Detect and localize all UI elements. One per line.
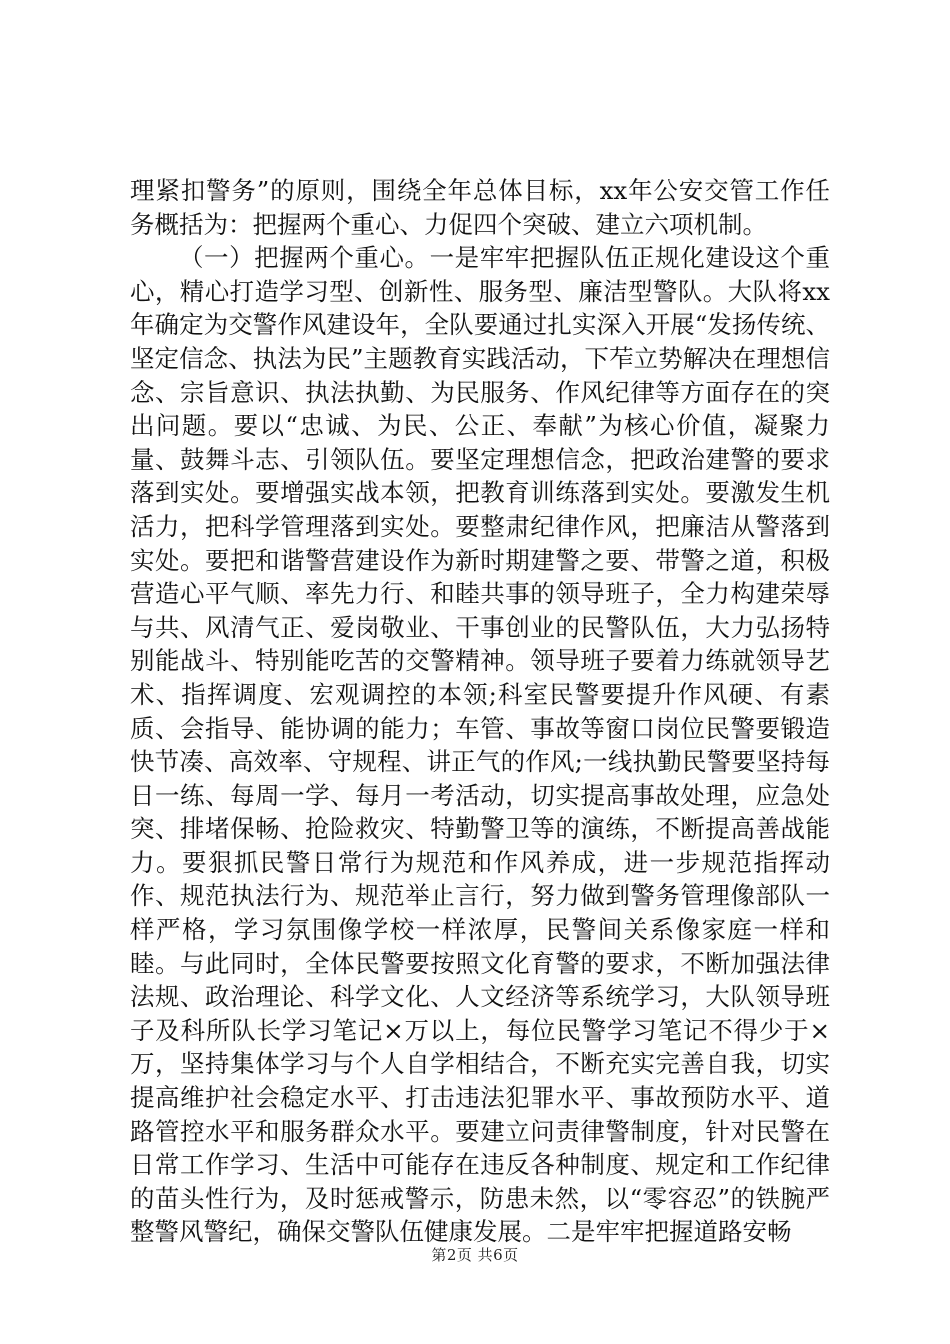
page-number-footer: 第2页 共6页 bbox=[431, 1246, 519, 1264]
paragraph-continuation: 理紧扣警务”的原则，围绕全年总体目标，xx年公安交管工作任务概括为：把握两个重心、力促四个突破、建立六项机制。 bbox=[130, 176, 830, 239]
paragraph-section-one: （一）把握两个重心。一是牢牢把握队伍正规化建设这个重心，精心打造学习型、创新性、服务型、廉洁型警队。大队将xx年确定为交警作风建设年，全队要通过扎实深入开展“发扬传统、坚定信念、执法为民”主题教育实践活动，下苲立势解决在理想信念、宗旨意识、执法执勤、为民服务、作风纪律等方面存在的突出问题。要以“忠诚、为民、公正、奉献”为核心价值，凝聚力量、鼓舞斗志、引领队伍。要坚定理想信念，把政治建警的要求落到实处。要增强实战本领，把教育训练落到实处。要激发生机活力，把科学管理落到实处。要整肃纪律作风，把廉洁从警落到实处。要把和谐警营建设作为新时期建警之要、带警之道，积极营造心平气顺、率先力行、和睦共事的领导班子，全力构建荣辱与共、风清气正、爱岗敬业、干事创业的民警队伍，大力弘扬特别能战斗、特别能吃苦的交警精神。领导班子要着力练就领导艺术、指挥调度、宏观调控的本领;科室民警要提升作风硬、有素质、会指导、能协调的能力；车管、事故等窗口岗位民警要锻造快节凑、高效率、守规程、讲正气的作风;一线执勤民警要坚持每日一练、每周一学、每月一考活动，切实提高事故处理，应急处突、排堵保畅、抢险救灾、特勤警卫等的演练，不断提高善战能力。要狠抓民警日常行为规范和作风养成，进一步规范指挥动作、规范执法行为、规范举止言行，努力做到警务管理像部队一样严格，学习氛围像学校一样浓厚，民警间关系像家庭一样和睦。与此同时，全体民警要按照文化育警的要求，不断加强法律法规、政治理论、科学文化、人文经济等系统学习，大队领导班子及科所队长学习笔记×万以上，每位民警学习笔记不得少于×万，坚持集体学习与个人自学相结合，不断充实完善自我，切实提高维护社会稳定水平、打击违法犯罪水平、事故预防水平、道路管控水平和服务群众水平。要建立问责律警制度，针对民警在日常工作学习、生活中可能存在违反各种制度、规定和工作纪律的苗头性行为，及时惩戒警示，防患未然，以“零容忍”的铁腕严整警风警纪，确保交警队伍健康发展。二是牢牢把握道路安畅 bbox=[130, 243, 830, 1247]
document-body bbox=[130, 174, 830, 1249]
